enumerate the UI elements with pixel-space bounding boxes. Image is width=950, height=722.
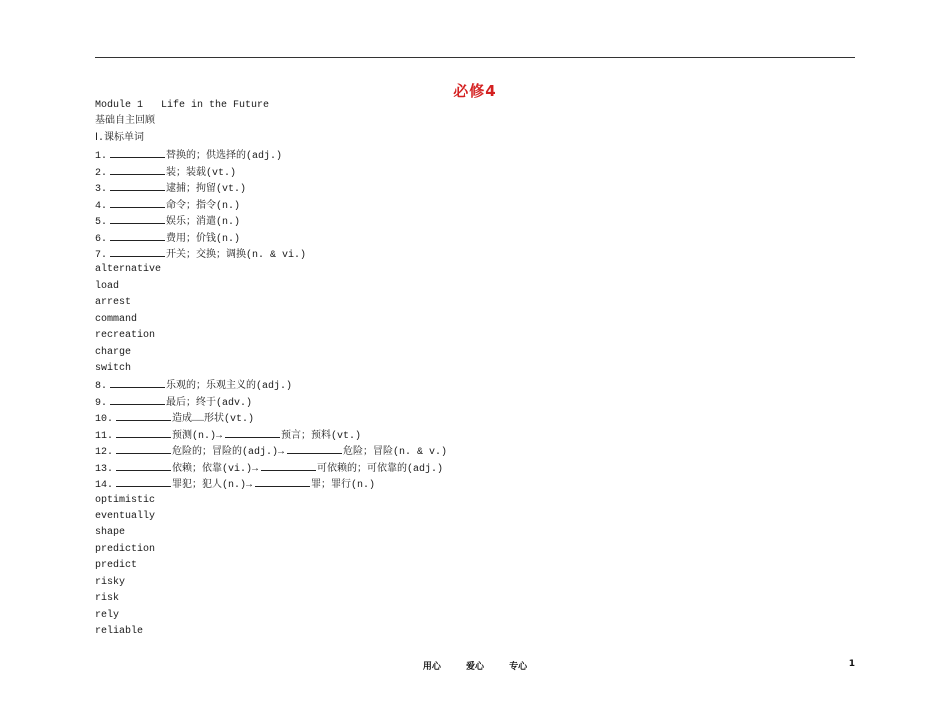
answer-blank <box>110 246 165 257</box>
answer-blank <box>116 427 171 438</box>
item-number: 13. <box>95 463 114 475</box>
answer-word: risky <box>95 576 126 588</box>
item-text: 乐观的；乐观主义的(adj.) <box>166 381 293 393</box>
item-number: 5. <box>95 217 108 229</box>
answer-blank <box>116 476 171 487</box>
item-text: 逮捕；拘留(vt.) <box>166 184 247 196</box>
answer-blank <box>287 443 342 454</box>
exercise-item <box>95 476 795 492</box>
item-text: 费用；价钱(n.) <box>166 233 241 245</box>
item-text-2: 危险；冒险(n. & v.) <box>343 447 448 459</box>
item-text-2: 可依赖的；可依靠的(adj.) <box>317 463 444 475</box>
item-text: 替换的；供选择的(adj.) <box>166 151 283 163</box>
answer-word: predict <box>95 560 138 572</box>
answer-word: prediction <box>95 543 156 555</box>
subsection-title: Ⅰ.课标单词 <box>95 132 144 144</box>
exercise-item <box>95 246 795 262</box>
answer-word: alternative <box>95 264 162 276</box>
exercise-list-a <box>95 147 795 262</box>
exercise-item <box>95 460 795 476</box>
section-title: 基础自主回顾 <box>95 116 155 128</box>
answer-blank <box>110 164 165 175</box>
exercise-list-b <box>95 377 795 492</box>
item-text: 最后；终于(adv.) <box>166 397 253 409</box>
module-line: Module 1 Life in the Future <box>95 100 270 111</box>
answer-blank <box>110 180 165 191</box>
answer-blank <box>255 476 310 487</box>
item-text: 娱乐；消遣(n.) <box>166 217 241 229</box>
item-number: 7. <box>95 249 108 261</box>
exercise-item <box>95 180 795 196</box>
answer-blank <box>116 460 171 471</box>
item-text: 预测(n.)→ <box>172 430 223 442</box>
item-number: 6. <box>95 233 108 245</box>
answer-word: command <box>95 313 138 325</box>
item-text: 装；装载(vt.) <box>166 167 237 179</box>
document-body <box>95 98 795 640</box>
item-number: 1. <box>95 151 108 163</box>
item-text-2: 预言；预料(vt.) <box>281 430 362 442</box>
answer-word: risk <box>95 593 120 605</box>
answer-blank <box>116 443 171 454</box>
answer-blank <box>116 410 171 421</box>
item-text: 造成……形状(vt.) <box>172 414 255 426</box>
page-number: 1 <box>848 659 855 669</box>
item-number: 14. <box>95 480 114 492</box>
item-number: 2. <box>95 167 108 179</box>
item-text-2: 罪；罪行(n.) <box>311 480 376 492</box>
exercise-item <box>95 443 795 459</box>
exercise-item <box>95 394 795 410</box>
answer-word: arrest <box>95 297 132 309</box>
item-text: 命令；指令(n.) <box>166 200 241 212</box>
answer-blank <box>110 377 165 388</box>
item-number: 3. <box>95 184 108 196</box>
exercise-item <box>95 164 795 180</box>
header-rule <box>95 57 855 58</box>
answer-blank <box>110 213 165 224</box>
answer-blank <box>261 460 316 471</box>
exercise-item <box>95 230 795 246</box>
answer-word: switch <box>95 363 132 374</box>
item-number: 12. <box>95 447 114 459</box>
answer-blank <box>110 197 165 208</box>
item-number: 4. <box>95 200 108 212</box>
exercise-item <box>95 377 795 393</box>
exercise-item <box>95 147 795 163</box>
answer-blank <box>110 147 165 158</box>
answer-list-b <box>95 493 795 641</box>
item-text: 罪犯；犯人(n.)→ <box>172 480 253 492</box>
answer-word: rely <box>95 609 120 621</box>
item-number: 8. <box>95 381 108 393</box>
answer-word: recreation <box>95 330 156 342</box>
exercise-item <box>95 410 795 426</box>
exercise-item <box>95 213 795 229</box>
answer-word: optimistic <box>95 494 156 506</box>
item-number: 9. <box>95 397 108 409</box>
exercise-item <box>95 197 795 213</box>
answer-word: charge <box>95 346 132 358</box>
answer-word: reliable <box>95 626 144 637</box>
item-number: 10. <box>95 414 114 426</box>
page-title: 必修4 <box>453 82 497 100</box>
answer-blank <box>110 394 165 405</box>
item-number: 11. <box>95 430 114 442</box>
answer-list-a <box>95 262 795 377</box>
answer-blank <box>225 427 280 438</box>
item-text: 依赖；依靠(vi.)→ <box>172 463 259 475</box>
footer-motto: 用心 爱心 专心 <box>422 662 528 672</box>
answer-word: load <box>95 280 120 292</box>
item-text: 危险的；冒险的(adj.)→ <box>172 447 285 459</box>
answer-word: shape <box>95 527 126 539</box>
item-text: 开关；交换；调换(n. & vi.) <box>166 249 307 261</box>
answer-word: eventually <box>95 510 156 522</box>
answer-blank <box>110 230 165 241</box>
exercise-item <box>95 427 795 443</box>
